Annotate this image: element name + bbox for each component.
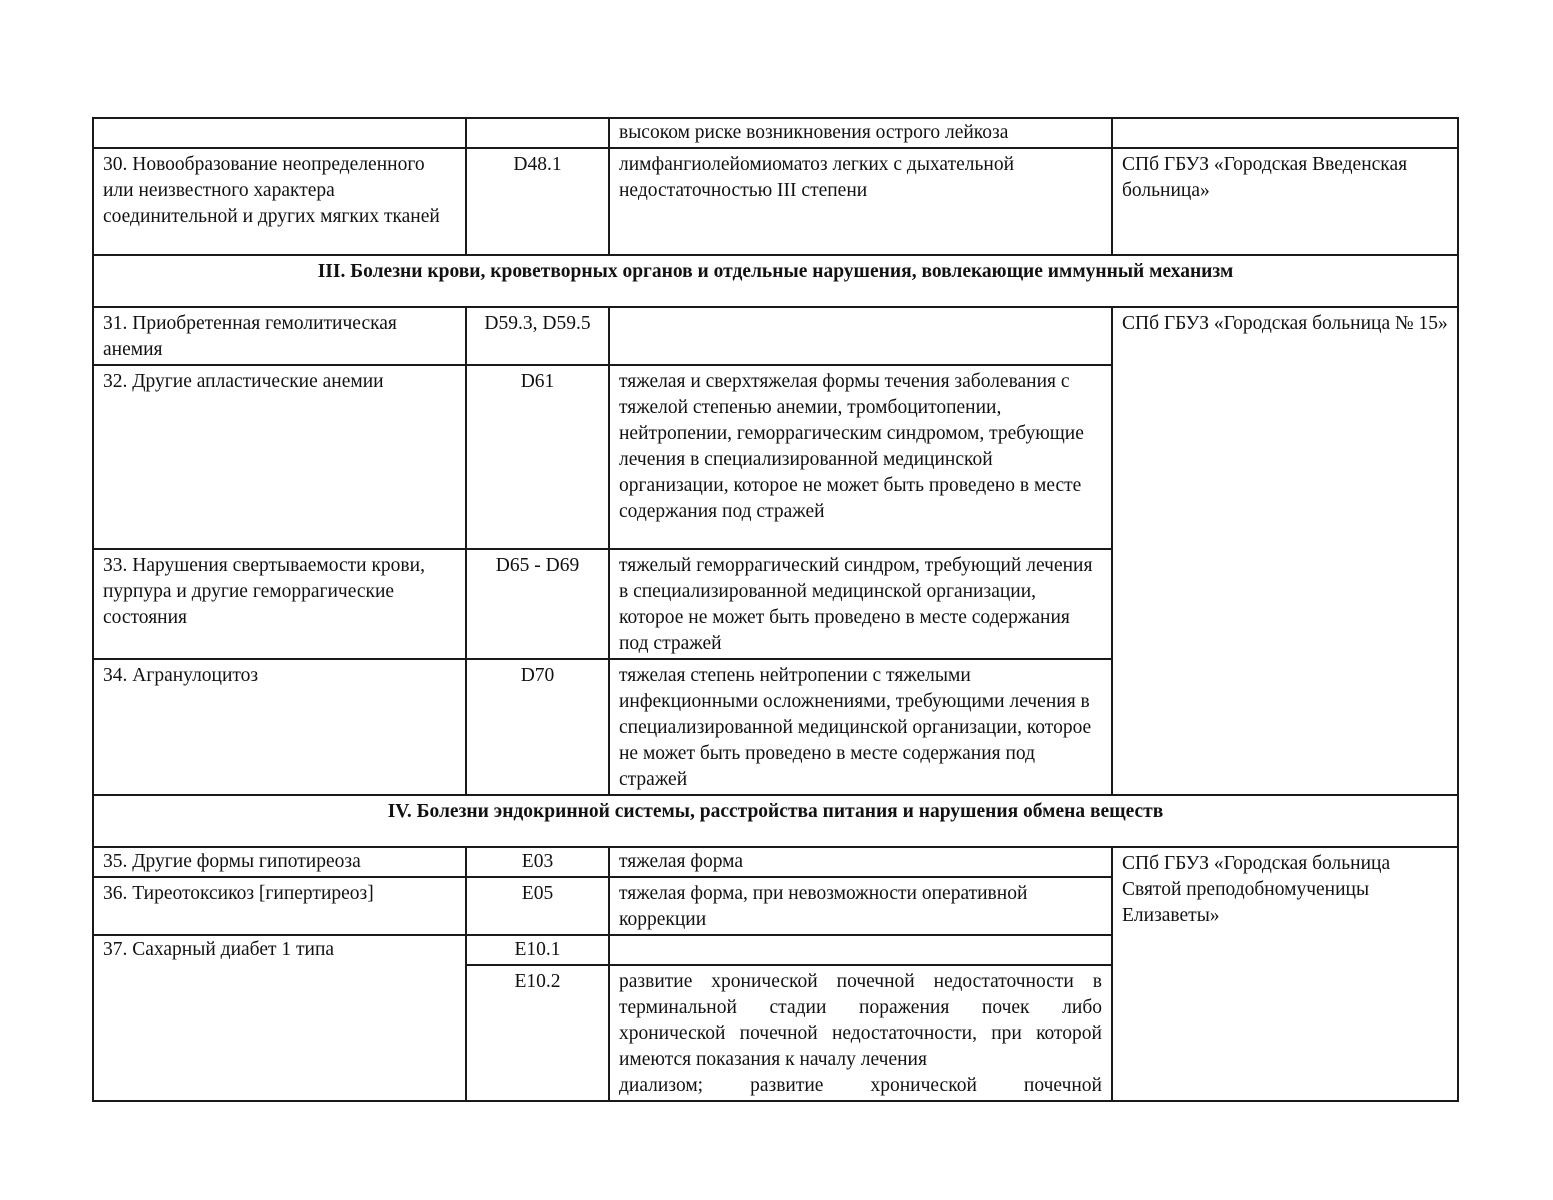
code-cell: E05 bbox=[466, 877, 609, 935]
word: диализом; bbox=[619, 1075, 704, 1096]
criteria-cell: тяжелая форма bbox=[609, 847, 1112, 877]
code-cell bbox=[466, 118, 609, 148]
code-cell: E10.2 bbox=[466, 965, 609, 1101]
criteria-cell: тяжелая форма, при невозможности оперативной коррекции bbox=[609, 877, 1112, 935]
code-cell: D70 bbox=[466, 659, 609, 795]
table-row bbox=[93, 148, 1458, 255]
disease-cell: 30. Новообразование неопределенного или неизвестного характера соединительной и других мягких тканей bbox=[93, 148, 466, 255]
institution-cell: СПб ГБУЗ «Городская больница Святой преподобномученицы Елизаветы» bbox=[1112, 847, 1458, 1101]
disease-cell: 35. Другие формы гипотиреоза bbox=[93, 847, 466, 877]
table-row bbox=[93, 307, 1458, 365]
criteria-last-line bbox=[619, 1073, 1102, 1099]
section-title: IV. Болезни эндокринной системы, расстройства питания и нарушения обмена веществ bbox=[93, 795, 1458, 847]
code-cell: D65 - D69 bbox=[466, 549, 609, 659]
institution-cell: СПб ГБУЗ «Городская Введенская больница» bbox=[1112, 148, 1458, 255]
word: почечной bbox=[1023, 1075, 1102, 1096]
disease-cell bbox=[93, 118, 466, 148]
code-cell: E10.1 bbox=[466, 935, 609, 965]
criteria-cell: тяжелый геморрагический синдром, требующий лечения в специализированной медицинской организации, которое не может быть проведено в месте содержания под стражей bbox=[609, 549, 1112, 659]
code-cell: D48.1 bbox=[466, 148, 609, 255]
criteria-cell: тяжелая степень нейтропении с тяжелыми инфекционными осложнениями, требующими лечения в специализированной медицинской организации, которое не может быть проведено в месте содержания под стражей bbox=[609, 659, 1112, 795]
disease-cell: 33. Нарушения свертываемости крови, пурпура и другие геморрагические состояния bbox=[93, 549, 466, 659]
code-cell: D59.3, D59.5 bbox=[466, 307, 609, 365]
disease-cell: 32. Другие апластические анемии bbox=[93, 365, 466, 549]
disease-cell: 31. Приобретенная гемолитическая анемия bbox=[93, 307, 466, 365]
criteria-cell bbox=[609, 965, 1112, 1101]
section-header-row bbox=[93, 255, 1458, 307]
criteria-cell bbox=[609, 307, 1112, 365]
institution-cell bbox=[1112, 118, 1458, 148]
word: развитие bbox=[750, 1075, 824, 1096]
code-cell: E03 bbox=[466, 847, 609, 877]
section-header-row bbox=[93, 795, 1458, 847]
criteria-cell: тяжелая и сверхтяжелая формы течения заболевания с тяжелой степенью анемии, тромбоцитопении, нейтропении, геморрагическим синдромом, требующие лечения в специализированной медицинской организации, которое не может быть проведено в месте содержания под стражей bbox=[609, 365, 1112, 549]
institution-cell: СПб ГБУЗ «Городская больница № 15» bbox=[1112, 307, 1458, 795]
disease-cell: 34. Агранулоцитоз bbox=[93, 659, 466, 795]
table-row bbox=[93, 118, 1458, 148]
section-title: III. Болезни крови, кроветворных органов и отдельные нарушения, вовлекающие иммунный механизм bbox=[93, 255, 1458, 307]
criteria-cell: высоком риске возникновения острого лейкоза bbox=[609, 118, 1112, 148]
criteria-cell bbox=[609, 935, 1112, 965]
code-cell: D61 bbox=[466, 365, 609, 549]
diseases-table bbox=[92, 117, 1459, 1102]
word: хронической bbox=[870, 1075, 977, 1096]
criteria-cell: лимфангиолейомиоматоз легких с дыхательной недостаточностью III степени bbox=[609, 148, 1112, 255]
disease-cell: 37. Сахарный диабет 1 типа bbox=[93, 935, 466, 1101]
disease-cell: 36. Тиреотоксикоз [гипертиреоз] bbox=[93, 877, 466, 935]
table-row bbox=[93, 847, 1458, 877]
criteria-text: развитие хронической почечной недостаточности в терминальной стадии поражения почек либо хронической почечной недостаточности, при которой имеются показания к началу лечения bbox=[619, 971, 1102, 1070]
